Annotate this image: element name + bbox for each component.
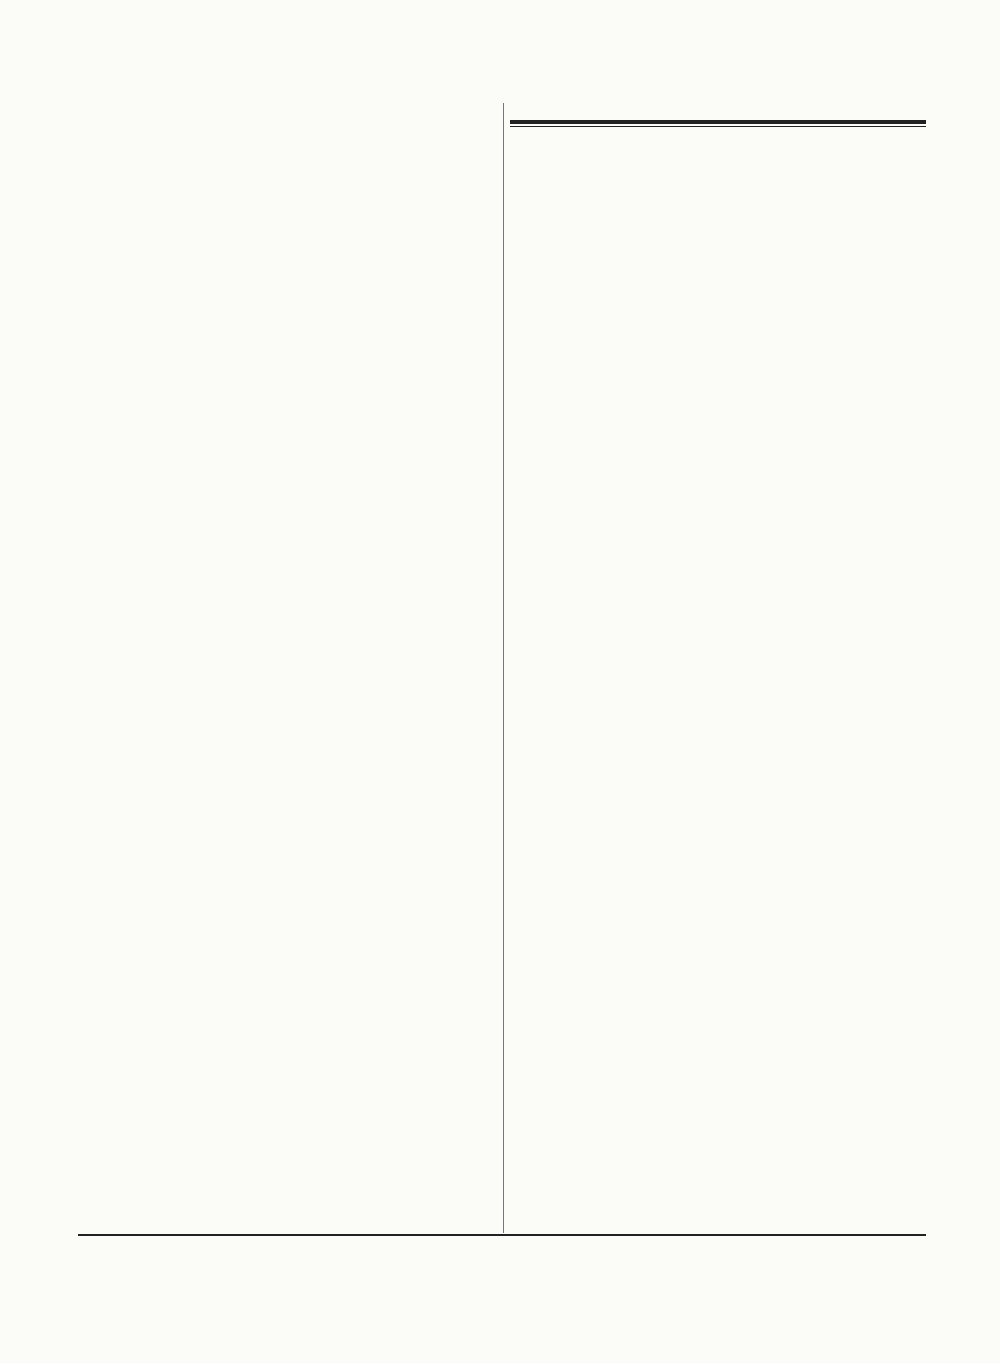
left-column [78,103,496,113]
right-column [510,103,926,137]
column-divider [503,103,504,1233]
separator-rule [510,120,926,127]
imprint [78,1234,926,1242]
